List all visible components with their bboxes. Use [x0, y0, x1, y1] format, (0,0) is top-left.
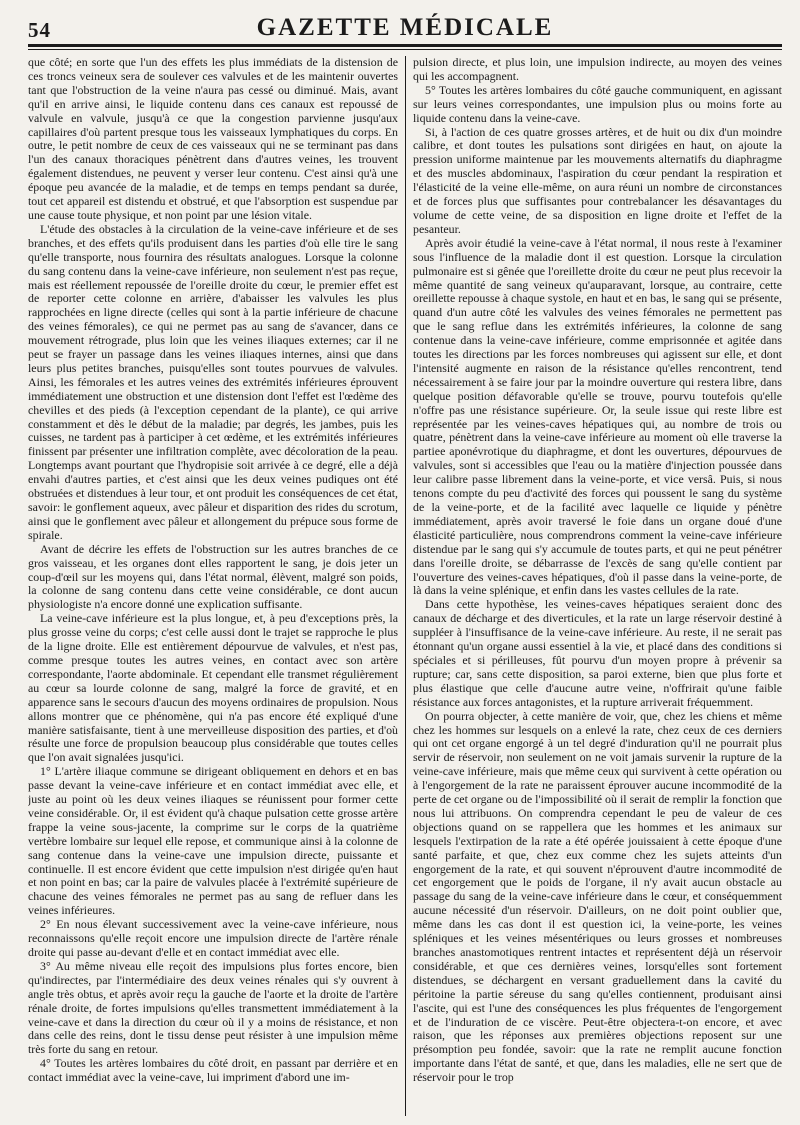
text-columns [28, 56, 782, 1116]
paragraph: Si, à l'action de ces quatre grosses artères, et de huit ou dix d'un moindre calibre, et dont toutes les pulsations sont dirigées en haut, on ajoute la pression uniforme maintenue par les mouvements alternatifs du diaphragme et des muscles abdominaux, l'aspiration du cœur pendant la respiration et l'élasticité de la veine elle-même, on aura réuni un nombre de circonstances et de forces plus que suffisantes pour contrebalancer les désavantages du volume de cette veine, de sa disposition en ligne droite et l'effet de la pesanteur. [413, 124, 782, 236]
paragraph: Dans cette hypothèse, les veines-caves hépatiques seraient donc des canaux de décharge et des diverticules, et la rate un large réservoir destiné à suppléer à l'insuffisance de la veine-cave inférieure. Au reste, il ne serait pas étonnant qu'un organe aussi essentiel à la vie, et placé dans des conditions si spéciales et si périlleuses, fût pourvu d'un moyen propre à prévenir sa rupture; car, sans cette disposition, sa paroi externe, bien que plus forte et plus élastique que celle d'aucune autre veine, n'offrirait qu'une faible résistance aux forces antagonistes, et la rupture arriverait fréquemment. [413, 597, 782, 709]
page-header [28, 0, 782, 44]
paragraph: 5° Toutes les artères lombaires du côté gauche communiquent, en agissant sur leurs veines correspondantes, une impulsion plus ou moins forte au liquide contenu dans la veine-cave. [413, 82, 782, 125]
header-rule-thick [28, 44, 782, 47]
left-column [28, 56, 405, 1116]
paragraph: pulsion directe, et plus loin, une impulsion indirecte, au moyen des veines qui les accompagnent. [413, 56, 782, 83]
paragraph: 4° Toutes les artères lombaires du côté droit, en passant par derrière et en contact immédiat avec la veine-cave, lui impriment d'abord une im- [28, 1056, 398, 1085]
paragraph: 2° En nous élevant successivement avec la veine-cave inférieure, nous reconnaissons qu'elle reçoit encore une impulsion directe de l'artère rénale droite qui passe au-devant d'elle et en contact immédiat avec elle. [28, 917, 398, 959]
paragraph: Avant de décrire les effets de l'obstruction sur les autres branches de ce gros vaisseau, et les organes dont elles rapportent le sang, je dois jeter un coup-d'œil sur les moyens qui, dans l'état normal, élèvent, malgré son poids, la colonne de sang contenu dans cette veine considérable, ce dont aucun physiologiste n'a encore donné une explication suffisante. [28, 541, 398, 612]
right-column [405, 56, 782, 1116]
page-number: 54 [28, 18, 51, 42]
paragraph: La veine-cave inférieure est la plus longue, et, à peu d'exceptions près, la plus grosse veine du corps; c'est celle aussi dont le trajet se rapproche le plus de la ligne droite. Elle est entièrement dépourvue de valvules, et n'est pas, comme presque toutes les autres veines, en contact avec son artère correspondante, l'aorte abdominale. Et cependant elle transmet régulièrement au cœur sa lourde colonne de sang, malgré la force de gravité, et en apparence sans le secours d'aucun des moyens ordinaires de propulsion. Nous allons montrer que ce phénomène, qui n'a pas encore été expliqué d'une manière satisfaisante, tient à une merveilleuse disposition des parties, et d'où résulte une force de propulsion beaucoup plus considérable que toutes celles que l'on avait signalées jusqu'ici. [28, 611, 398, 765]
header-rule-thin [28, 49, 782, 50]
paragraph: Après avoir étudié la veine-cave à l'état normal, il nous reste à l'examiner sous l'influence de la maladie dont il est question. Lorsque la circulation pulmonaire est si gênée que l'oreillette droite du cœur ne peut plus recevoir la même quantité de sang veineux qu'auparavant, lorsque, au contraire, cette oreillette repousse à chaque systole, en haut et en bas, le sang qui se présente, quand d'un autre côté les valvules des veines fémorales ne permettent pas que le sang reflue dans les extrémités inférieures, la colonne de sang contenue dans la veine-cave inférieure, comme emprisonnée et agitée dans toutes les directions par les forces nombreuses qui agissent sur elle, et dont l'intensité augmente en raison de la résistance qu'elles rencontrent, tend nécessairement à se faire jour par la moindre ouverture qui restera libre, dans quelque position défavorable qu'elle se trouve, pourvu toutefois qu'elle n'offre pas une résistance supérieure. Or, la seule issue qui reste libre est représentée par les veines-caves hépatiques qui, au nombre de trois ou quatre, pénètrent dans la veine-cave inférieure au moment où elle traverse la partiee aponévrotique du diaphragme, et dont les ouvertures, dépourvues de valvules, sont si accessibles que l'eau ou la matière d'injection poussée dans leur calibre passe librement dans la veine-porte, et vice versâ. Puis, si nous tenons compte du peu d'activité des forces qui poussent le sang du système de la veine-porte, et de la facilité avec laquelle ce liquide y pénètre immédiatement, après avoir traversé le foie dans un organe doué d'une élasticité particulière, nous comprendrons comment la veine-cave inférieure distendue par le sang qui s'y accumule de toutes parts, et qui ne peut pénétrer dans l'oreille droite, se débarrasse de l'excès de sang qu'elle contient par l'ouverture des veines-caves hépatiques, d'où il passe dans la veine-porte, de là dans la veine splénique, et enfin dans les vastes cellules de la rate. [413, 235, 782, 598]
paragraph: 3° Au même niveau elle reçoit des impulsions plus fortes encore, bien qu'indirectes, par l'intermédiaire des deux veines rénales qui s'y ouvrent à angle très obtus, et après avoir reçu la gauche de l'aorte et la droite de l'artère rénale droite, de fortes impulsions qu'elles transmettent immédiatement à la veine-cave et dans la direction du cœur où il y a moins de résistance, et non dans celle des reins, dont le tissu dense peut résister à une impulsion même très forte du sang en retour. [28, 958, 398, 1057]
paragraph: 1° L'artère iliaque commune se dirigeant obliquement en dehors et en bas passe devant la veine-cave inférieure et en contact immédiat avec elle, et juste au point où les deux veines iliaques se réunissent pour former cette veine considérable. Or, il est évident qu'à chaque pulsation cette grosse artère frappe la veine sous-jacente, la comprime sur le corps de la quatrième vertèbre lombaire sur lequel elle repose, et communique ainsi à la colonne de sang contenue dans la veine-cave une impulsion directe, puissante et continuelle. Il est encore évident que cette impulsion n'est dirigée qu'en haut et non point en bas; car la paire de valvules placée à l'extrémité supérieure de chacune des veines fémorales ne permet pas au sang de refluer dans les veines inférieures. [28, 764, 398, 918]
paragraph: que côté; en sorte que l'un des effets les plus immédiats de la distension de ces troncs veineux sera de soulever ces valvules et de les maintenir ouvertes tant que l'obstruction de la veine n'aura pas cessé ou diminué. Mais, avant qu'il en arrive ainsi, le liquide contenu dans ces canaux est repoussé de valvule en valvule, jusqu'à ce que la congestion parvienne jusqu'aux capillaires d'où partent presque tous les vaisseaux lymphatiques du corps. En outre, le petit nombre de ceux de ces vaisseaux qui ne se terminant pas dans l'un des canaux thoraciques pénètrent dans d'autres veines, les trouvent également distendues, ne peuvent y verser leur contenu. C'est ainsi qu'à une époque peu avancée de la maladie, et de temps en temps pendant sa durée, tout cet appareil est distendu et obstrué, et que l'absorption est suspendue par une cause toute physique, et non point par une lésion vitale. [28, 56, 398, 222]
paragraph: On pourra objecter, à cette manière de voir, que, chez les chiens et même chez les hommes sur lesquels on a enlevé la rate, chez ceux de ces derniers qui ont cet organe engorgé à un tel degré d'induration qu'il ne pourrait plus servir de réservoir, non seulement on ne voit jamais survenir la rupture de la veine-cave inférieure, mais que même ceux qui survivent à cette opération ou à l'engorgement de la rate ne paraissent éprouver aucune incommodité de la perte de cet organe ou de l'impossibilité où il serait de remplir la fonction que nous lui attribuons. On comprendra cependant le peu de valeur de ces objections quand on se rappellera que les hommes et les animaux sur lesquels l'extirpation de la rate a été opérée jouissaient à cette époque d'une santé parfaite, et que, chez eux comme chez les sujets atteints d'un engorgement de la rate, et qui souvent n'éprouvent d'autre incommodité de cet engorgement que le poids de l'organe, il n'y avait aucun obstacle au passage du sang de la veine-cave inférieure dans le cœur, et conséquemment aucune nécessité d'un réservoir. D'ailleurs, on ne doit point oublier que, même dans les cas dont il est question ici, la veine-porte, les veines spléniques et les veines mésentériques ou leurs grosses et nombreuses branches anastomotiques rentrent intactes et représentent déjà un réservoir considérable, et que ces dernières veines, lorsqu'elles sont fortement distendues, se déchargent en versant graduellement dans la cavité du péritoine la partie séreuse du sang qu'elles contiennent, produisant ainsi l'ascite, qui est l'une des conséquences les plus fréquentes de l'engorgement et de l'induration de ce viscère. Peut-être objectera-t-on encore, et avec raison, que les réponses aux premières objections reposent sur une présomption peu fondée, savoir: que la rate ne remplit aucune fonction importante dans l'état de santé, et que, dans les maladies, elle ne sert que de réservoir pour le trop [413, 708, 782, 1085]
paragraph: L'étude des obstacles à la circulation de la veine-cave inférieure et de ses branches, et des effets qu'ils produisent dans les parties d'où elle tire le sang qu'elle transporte, nous fournira des résultats analogues. Lorsque la colonne du sang contenu dans la veine-cave inférieure, non seulement n'est pas reçue, mais est réellement repoussée de l'oreille droite du cœur, le premier effet est de reporter cette colonne en arrière, d'abaisser les valvules les plus rapprochées en ligne directe (celles qui sont à la partie inférieure de chacune des veines fémorales), ce qui ne permet pas au sang de s'avancer, dans ce mouvement rétrograde, plus loin que les veines iliaques externes; car il ne peut se frayer un passage dans les veines iliaques internes, ainsi que dans leurs plus petites branches, puisqu'elles sont toutes pourvues de valvules. Ainsi, les fémorales et les autres veines des extrémités inférieures éprouvent immédiatement une obstruction et une distension dont l'effet est l'œdème des chevilles et des pieds (à l'exception cependant de la plante), ce qui arrive constamment et dès le début de la maladie; par degrés, les jambes, puis les cuisses, ne tardent pas à participer à cet œdème, et les extrémités inférieures finissent par présenter une infiltration complète, avec décoloration de la peau. Longtemps avant pourtant que l'hydropisie soit arrivée à ce degré, elle a déjà envahi d'autres parties, et c'est ainsi que les deux veines pudiques ont été obstruées et distendues à leur tour, et ont produit les conséquences de cet état, savoir: le gonflement aqueux, avec pâleur et disparition des rides du scrotum, ainsi que le gonflement avec pâleur et allongement du prépuce sous forme de spirale. [28, 221, 398, 542]
masthead-title: GAZETTE MÉDICALE [256, 14, 554, 41]
